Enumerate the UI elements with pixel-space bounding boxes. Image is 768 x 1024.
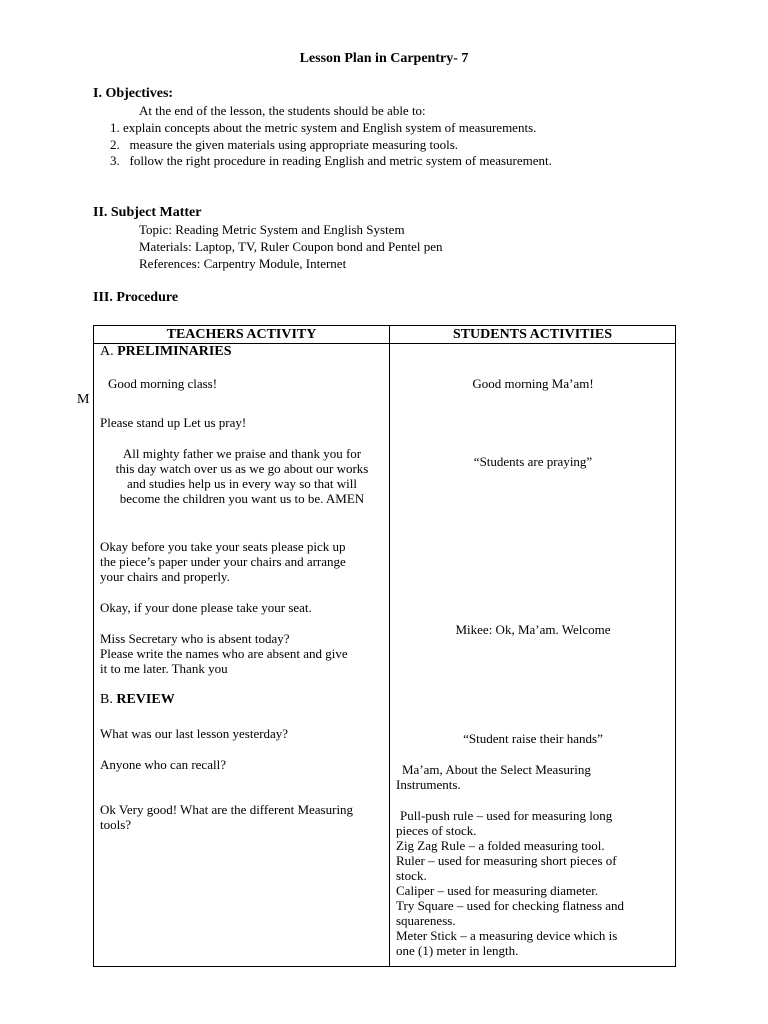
students-raise-hands: “Student raise their hands” bbox=[463, 731, 603, 746]
objectives-heading: I. Objectives: bbox=[93, 86, 174, 101]
section-letter: B. bbox=[100, 692, 113, 707]
objective-item bbox=[110, 120, 536, 135]
text-line: it to me later. Thank you bbox=[100, 661, 228, 676]
list-item: Zig Zag Rule – a folded measuring tool. bbox=[396, 838, 605, 853]
students-tools-list bbox=[396, 808, 624, 958]
list-item: Meter Stick – a measuring device which is bbox=[396, 928, 618, 943]
teacher-activity-cell bbox=[94, 344, 390, 967]
list-item: squareness. bbox=[396, 913, 456, 928]
objectives-intro: At the end of the lesson, the students should be able to: bbox=[139, 103, 426, 118]
objective-text: explain concepts about the metric system and English system of measurements. bbox=[123, 120, 537, 135]
teacher-stand-pray: Please stand up Let us pray! bbox=[100, 415, 247, 430]
text-line: Ma’am, About the Select Measuring bbox=[402, 762, 591, 777]
text-line: Miss Secretary who is absent today? bbox=[100, 631, 290, 646]
list-item: Ruler – used for measuring short pieces of bbox=[396, 853, 617, 868]
students-activity-cell bbox=[390, 344, 676, 967]
text-line: Okay before you take your seats please pick up bbox=[100, 539, 346, 554]
list-item: one (1) meter in length. bbox=[396, 943, 519, 958]
teacher-last-lesson: What was our last lesson yesterday? bbox=[100, 726, 289, 741]
text-line: Ok Very good! What are the different Measuring bbox=[100, 802, 354, 817]
document-title: Lesson Plan in Carpentry- 7 bbox=[299, 51, 469, 66]
text-line: this day watch over us as we go about our works bbox=[115, 461, 369, 476]
students-mikee-reply: Mikee: Ok, Ma’am. Welcome bbox=[455, 622, 611, 637]
text-line: the piece’s paper under your chairs and arrange bbox=[100, 554, 346, 569]
teacher-measuring-tools bbox=[100, 802, 353, 832]
teacher-seats-instruction bbox=[100, 539, 346, 584]
objective-text: follow the right procedure in reading English and metric system of measurement. bbox=[129, 153, 552, 168]
text-line: become the children you want us to be. AMEN bbox=[119, 491, 365, 506]
section-title: PRELIMINARIES bbox=[117, 344, 232, 359]
list-item: Try Square – used for checking flatness and bbox=[396, 898, 625, 913]
text-line: Please write the names who are absent and give bbox=[100, 646, 348, 661]
subject-references: References: Carpentry Module, Internet bbox=[139, 256, 347, 271]
objective-number: 3. bbox=[110, 153, 120, 168]
text-line: All mighty father we praise and thank you for bbox=[122, 446, 362, 461]
text-line: tools? bbox=[100, 817, 132, 832]
objective-number: 2. bbox=[110, 137, 120, 152]
text-line: and studies help us in every way so that will bbox=[127, 476, 357, 491]
objective-item bbox=[110, 153, 552, 168]
list-item: pieces of stock. bbox=[396, 823, 477, 838]
teacher-secretary bbox=[100, 631, 348, 676]
section-letter: A. bbox=[100, 344, 114, 359]
objective-text: measure the given materials using appropriate measuring tools. bbox=[129, 137, 459, 152]
students-about-answer bbox=[396, 762, 591, 792]
column-header-teacher: TEACHERS ACTIVITY bbox=[94, 326, 390, 344]
subject-materials: Materials: Laptop, TV, Ruler Coupon bond and Pentel pen bbox=[139, 239, 443, 254]
teacher-greeting: Good morning class! bbox=[108, 376, 218, 391]
column-header-students: STUDENTS ACTIVITIES bbox=[390, 326, 676, 344]
section-title: REVIEW bbox=[116, 692, 175, 707]
objective-item bbox=[110, 137, 458, 152]
section-preliminaries-heading bbox=[100, 344, 231, 359]
list-item: Pull-push rule – used for measuring long bbox=[400, 808, 613, 823]
text-line: your chairs and properly. bbox=[100, 569, 230, 584]
margin-mark: M bbox=[77, 392, 90, 407]
list-item: stock. bbox=[396, 868, 427, 883]
teacher-take-seat: Okay, if your done please take your seat. bbox=[100, 600, 312, 615]
text-line: Instruments. bbox=[396, 777, 461, 792]
procedure-table bbox=[93, 325, 676, 967]
objective-number: 1. bbox=[110, 120, 120, 135]
subject-topic: Topic: Reading Metric System and English System bbox=[139, 222, 405, 237]
subject-matter-heading: II. Subject Matter bbox=[93, 205, 202, 220]
students-greeting: Good morning Ma’am! bbox=[472, 376, 594, 391]
teacher-recall: Anyone who can recall? bbox=[100, 757, 226, 772]
procedure-heading: III. Procedure bbox=[93, 290, 179, 305]
section-review-heading bbox=[100, 692, 175, 707]
list-item: Caliper – used for measuring diameter. bbox=[396, 883, 599, 898]
teacher-prayer bbox=[94, 446, 390, 506]
table-header-row bbox=[94, 326, 676, 344]
students-praying: “Students are praying” bbox=[473, 454, 593, 469]
